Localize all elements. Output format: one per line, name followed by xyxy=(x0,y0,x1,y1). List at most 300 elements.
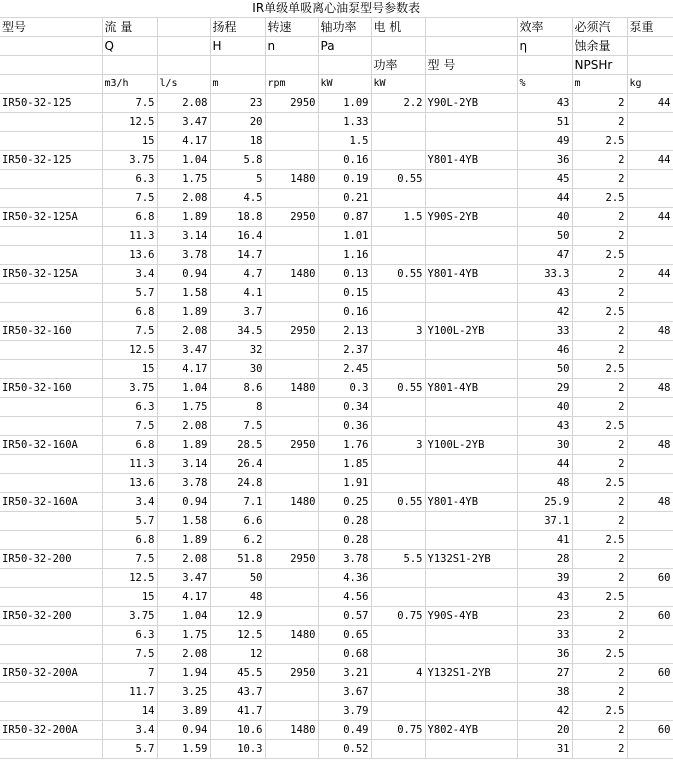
data-cell[interactable]: 41 xyxy=(517,531,572,550)
data-cell[interactable]: 23 xyxy=(210,94,265,113)
data-cell[interactable]: 4.36 xyxy=(318,569,371,588)
motor-model-cell[interactable] xyxy=(425,132,517,151)
data-cell[interactable]: 3 xyxy=(371,322,425,341)
header-cell[interactable] xyxy=(318,56,371,75)
model-cell[interactable] xyxy=(0,512,102,531)
data-cell[interactable]: 2.45 xyxy=(318,360,371,379)
data-cell[interactable]: 2.08 xyxy=(157,322,210,341)
data-cell[interactable]: 2 xyxy=(572,379,627,398)
data-cell[interactable]: 2.2 xyxy=(371,94,425,113)
data-cell[interactable]: 1.01 xyxy=(318,227,371,246)
data-cell[interactable]: 2.08 xyxy=(157,645,210,664)
data-cell[interactable]: 41.7 xyxy=(210,702,265,721)
data-cell[interactable]: 4.1 xyxy=(210,284,265,303)
model-cell[interactable] xyxy=(0,588,102,607)
data-cell[interactable]: 1.58 xyxy=(157,512,210,531)
data-cell[interactable]: 0.25 xyxy=(318,493,371,512)
header-cell[interactable]: kg xyxy=(627,75,673,94)
data-cell[interactable]: 3.47 xyxy=(157,569,210,588)
data-cell[interactable] xyxy=(265,246,318,265)
header-cell[interactable] xyxy=(265,56,318,75)
data-cell[interactable]: 60 xyxy=(627,664,673,683)
data-cell[interactable]: 0.57 xyxy=(318,607,371,626)
data-cell[interactable]: 18.8 xyxy=(210,208,265,227)
data-cell[interactable]: 15 xyxy=(102,132,157,151)
data-cell[interactable]: 2 xyxy=(572,208,627,227)
header-cell[interactable] xyxy=(425,37,517,56)
data-cell[interactable]: 48 xyxy=(627,379,673,398)
data-cell[interactable]: 2 xyxy=(572,683,627,702)
data-cell[interactable]: 2 xyxy=(572,170,627,189)
data-cell[interactable]: 1.04 xyxy=(157,607,210,626)
data-cell[interactable]: 3.7 xyxy=(210,303,265,322)
header-cell[interactable]: 电 机 xyxy=(371,18,425,37)
data-cell[interactable]: 12.5 xyxy=(102,113,157,132)
data-cell[interactable]: 44 xyxy=(627,208,673,227)
data-cell[interactable] xyxy=(265,151,318,170)
data-cell[interactable]: 0.52 xyxy=(318,740,371,759)
data-cell[interactable]: 36 xyxy=(517,151,572,170)
data-cell[interactable]: 38 xyxy=(517,683,572,702)
data-cell[interactable]: 0.87 xyxy=(318,208,371,227)
header-cell[interactable]: kW xyxy=(371,75,425,94)
model-cell[interactable] xyxy=(0,683,102,702)
data-cell[interactable]: 1.58 xyxy=(157,284,210,303)
data-cell[interactable]: 33 xyxy=(517,322,572,341)
data-cell[interactable]: 2.5 xyxy=(572,645,627,664)
motor-model-cell[interactable] xyxy=(425,398,517,417)
data-cell[interactable]: 5.8 xyxy=(210,151,265,170)
sheet-title[interactable]: IR单级单吸离心油泵型号参数表 xyxy=(0,0,673,18)
data-cell[interactable]: 0.3 xyxy=(318,379,371,398)
data-cell[interactable]: 2 xyxy=(572,227,627,246)
data-cell[interactable]: 42 xyxy=(517,303,572,322)
data-cell[interactable]: 0.75 xyxy=(371,607,425,626)
data-cell[interactable]: 23 xyxy=(517,607,572,626)
model-cell[interactable]: IR50-32-160 xyxy=(0,379,102,398)
motor-model-cell[interactable] xyxy=(425,341,517,360)
header-cell[interactable]: 效率 xyxy=(517,18,572,37)
data-cell[interactable]: 6.3 xyxy=(102,398,157,417)
data-cell[interactable]: 2 xyxy=(572,94,627,113)
data-cell[interactable]: 2 xyxy=(572,322,627,341)
data-cell[interactable] xyxy=(265,417,318,436)
model-cell[interactable]: IR50-32-125A xyxy=(0,265,102,284)
data-cell[interactable]: 1.33 xyxy=(318,113,371,132)
data-cell[interactable]: 12.5 xyxy=(210,626,265,645)
data-cell[interactable]: 5.7 xyxy=(102,740,157,759)
data-cell[interactable]: 1480 xyxy=(265,626,318,645)
header-cell[interactable]: rpm xyxy=(265,75,318,94)
data-cell[interactable]: 1.04 xyxy=(157,379,210,398)
data-cell[interactable] xyxy=(371,113,425,132)
data-cell[interactable]: 2 xyxy=(572,569,627,588)
model-cell[interactable] xyxy=(0,626,102,645)
data-cell[interactable]: 3.67 xyxy=(318,683,371,702)
data-cell[interactable]: 2 xyxy=(572,493,627,512)
data-cell[interactable]: 1.59 xyxy=(157,740,210,759)
data-cell[interactable]: 5 xyxy=(210,170,265,189)
data-cell[interactable]: 14 xyxy=(102,702,157,721)
header-cell[interactable]: 功率 xyxy=(371,56,425,75)
data-cell[interactable]: 45 xyxy=(517,170,572,189)
data-cell[interactable]: 1480 xyxy=(265,493,318,512)
data-cell[interactable]: 2.08 xyxy=(157,550,210,569)
header-cell[interactable]: 蚀余量 xyxy=(572,37,627,56)
data-cell[interactable]: 6.8 xyxy=(102,531,157,550)
data-cell[interactable]: 0.68 xyxy=(318,645,371,664)
data-cell[interactable]: 8 xyxy=(210,398,265,417)
data-cell[interactable] xyxy=(627,246,673,265)
data-cell[interactable] xyxy=(265,740,318,759)
data-cell[interactable]: 0.94 xyxy=(157,721,210,740)
data-cell[interactable]: 0.34 xyxy=(318,398,371,417)
data-cell[interactable]: 43 xyxy=(517,588,572,607)
model-cell[interactable] xyxy=(0,360,102,379)
data-cell[interactable]: 2.08 xyxy=(157,94,210,113)
model-cell[interactable] xyxy=(0,417,102,436)
model-cell[interactable]: IR50-32-200 xyxy=(0,550,102,569)
data-cell[interactable]: 36 xyxy=(517,645,572,664)
data-cell[interactable]: 3.78 xyxy=(157,246,210,265)
motor-model-cell[interactable]: Y90L-2YB xyxy=(425,94,517,113)
header-cell[interactable] xyxy=(157,56,210,75)
data-cell[interactable] xyxy=(627,550,673,569)
motor-model-cell[interactable] xyxy=(425,113,517,132)
data-cell[interactable]: 33 xyxy=(517,626,572,645)
data-cell[interactable] xyxy=(265,284,318,303)
data-cell[interactable]: 1480 xyxy=(265,379,318,398)
motor-model-cell[interactable] xyxy=(425,417,517,436)
data-cell[interactable]: 8.6 xyxy=(210,379,265,398)
motor-model-cell[interactable] xyxy=(425,531,517,550)
header-cell[interactable]: 转速 xyxy=(265,18,318,37)
data-cell[interactable]: 1.76 xyxy=(318,436,371,455)
data-cell[interactable]: 12.5 xyxy=(102,341,157,360)
header-cell[interactable]: Q xyxy=(102,37,157,56)
data-cell[interactable] xyxy=(265,607,318,626)
data-cell[interactable]: 0.28 xyxy=(318,512,371,531)
motor-model-cell[interactable] xyxy=(425,740,517,759)
motor-model-cell[interactable]: Y132S1-2YB xyxy=(425,550,517,569)
header-cell[interactable]: % xyxy=(517,75,572,94)
data-cell[interactable]: 50 xyxy=(517,227,572,246)
header-cell[interactable] xyxy=(627,56,673,75)
data-cell[interactable]: 3.25 xyxy=(157,683,210,702)
data-cell[interactable] xyxy=(371,740,425,759)
data-cell[interactable] xyxy=(627,455,673,474)
header-cell[interactable] xyxy=(517,56,572,75)
data-cell[interactable]: 0.94 xyxy=(157,493,210,512)
header-cell[interactable]: 轴功率 xyxy=(318,18,371,37)
motor-model-cell[interactable]: Y100L-2YB xyxy=(425,436,517,455)
motor-model-cell[interactable] xyxy=(425,303,517,322)
data-cell[interactable]: 2.5 xyxy=(572,417,627,436)
data-cell[interactable]: 4 xyxy=(371,664,425,683)
model-cell[interactable] xyxy=(0,474,102,493)
data-cell[interactable] xyxy=(627,645,673,664)
data-cell[interactable]: 14.7 xyxy=(210,246,265,265)
data-cell[interactable]: 7.5 xyxy=(210,417,265,436)
data-cell[interactable]: 6.6 xyxy=(210,512,265,531)
data-cell[interactable]: 44 xyxy=(627,151,673,170)
data-cell[interactable]: 2 xyxy=(572,455,627,474)
data-cell[interactable] xyxy=(265,683,318,702)
data-cell[interactable]: 4.7 xyxy=(210,265,265,284)
data-cell[interactable] xyxy=(371,626,425,645)
data-cell[interactable]: 1.91 xyxy=(318,474,371,493)
data-cell[interactable]: 40 xyxy=(517,398,572,417)
data-cell[interactable] xyxy=(627,626,673,645)
header-cell[interactable]: m3/h xyxy=(102,75,157,94)
motor-model-cell[interactable] xyxy=(425,246,517,265)
header-cell[interactable] xyxy=(210,56,265,75)
model-cell[interactable]: IR50-32-125 xyxy=(0,151,102,170)
data-cell[interactable]: 1.94 xyxy=(157,664,210,683)
data-cell[interactable]: 0.55 xyxy=(371,170,425,189)
data-cell[interactable]: 13.6 xyxy=(102,474,157,493)
data-cell[interactable]: 2950 xyxy=(265,208,318,227)
data-cell[interactable]: 43 xyxy=(517,417,572,436)
model-cell[interactable] xyxy=(0,341,102,360)
data-cell[interactable] xyxy=(371,588,425,607)
data-cell[interactable]: 1.89 xyxy=(157,303,210,322)
data-cell[interactable]: 4.17 xyxy=(157,360,210,379)
data-cell[interactable]: 0.15 xyxy=(318,284,371,303)
data-cell[interactable] xyxy=(265,474,318,493)
data-cell[interactable] xyxy=(265,569,318,588)
data-cell[interactable]: 43 xyxy=(517,284,572,303)
data-cell[interactable]: 2.37 xyxy=(318,341,371,360)
header-cell[interactable]: 型号 xyxy=(0,18,102,37)
data-cell[interactable]: 48 xyxy=(517,474,572,493)
data-cell[interactable]: 0.65 xyxy=(318,626,371,645)
data-cell[interactable]: 3.79 xyxy=(318,702,371,721)
data-cell[interactable]: 2 xyxy=(572,113,627,132)
data-cell[interactable]: 48 xyxy=(210,588,265,607)
data-cell[interactable]: 0.13 xyxy=(318,265,371,284)
data-cell[interactable]: 60 xyxy=(627,607,673,626)
data-cell[interactable]: 3.78 xyxy=(318,550,371,569)
data-cell[interactable] xyxy=(627,417,673,436)
data-cell[interactable] xyxy=(265,341,318,360)
data-cell[interactable]: 50 xyxy=(517,360,572,379)
data-cell[interactable] xyxy=(265,645,318,664)
data-cell[interactable]: 6.2 xyxy=(210,531,265,550)
data-cell[interactable]: 7.5 xyxy=(102,417,157,436)
data-cell[interactable]: 1.04 xyxy=(157,151,210,170)
model-cell[interactable] xyxy=(0,170,102,189)
motor-model-cell[interactable]: Y801-4YB xyxy=(425,379,517,398)
data-cell[interactable] xyxy=(627,303,673,322)
data-cell[interactable]: 49 xyxy=(517,132,572,151)
data-cell[interactable]: 2 xyxy=(572,721,627,740)
data-cell[interactable] xyxy=(627,284,673,303)
header-cell[interactable]: 扬程 xyxy=(210,18,265,37)
motor-model-cell[interactable]: Y801-4YB xyxy=(425,265,517,284)
data-cell[interactable]: 3.4 xyxy=(102,721,157,740)
data-cell[interactable]: 4.56 xyxy=(318,588,371,607)
model-cell[interactable]: IR50-32-200A xyxy=(0,664,102,683)
data-cell[interactable] xyxy=(627,132,673,151)
header-cell[interactable]: NPSHr xyxy=(572,56,627,75)
data-cell[interactable]: 25.9 xyxy=(517,493,572,512)
data-cell[interactable]: 4.17 xyxy=(157,132,210,151)
data-cell[interactable]: 1.75 xyxy=(157,170,210,189)
data-cell[interactable] xyxy=(627,683,673,702)
data-cell[interactable]: 3.78 xyxy=(157,474,210,493)
data-cell[interactable]: 1.89 xyxy=(157,436,210,455)
data-cell[interactable]: 7.5 xyxy=(102,550,157,569)
data-cell[interactable]: 2.5 xyxy=(572,246,627,265)
data-cell[interactable] xyxy=(371,246,425,265)
data-cell[interactable]: 43.7 xyxy=(210,683,265,702)
header-cell[interactable]: η xyxy=(517,37,572,56)
data-cell[interactable]: 10.3 xyxy=(210,740,265,759)
data-cell[interactable] xyxy=(265,588,318,607)
motor-model-cell[interactable] xyxy=(425,569,517,588)
motor-model-cell[interactable]: Y801-4YB xyxy=(425,493,517,512)
data-cell[interactable]: 2 xyxy=(572,740,627,759)
data-cell[interactable] xyxy=(265,303,318,322)
data-cell[interactable]: 2.13 xyxy=(318,322,371,341)
data-cell[interactable]: 1.09 xyxy=(318,94,371,113)
data-cell[interactable] xyxy=(265,512,318,531)
data-cell[interactable] xyxy=(627,588,673,607)
data-cell[interactable]: 0.19 xyxy=(318,170,371,189)
motor-model-cell[interactable] xyxy=(425,189,517,208)
header-cell[interactable]: m xyxy=(210,75,265,94)
data-cell[interactable]: 0.16 xyxy=(318,151,371,170)
data-cell[interactable] xyxy=(371,189,425,208)
data-cell[interactable]: 0.55 xyxy=(371,379,425,398)
model-cell[interactable] xyxy=(0,246,102,265)
data-cell[interactable]: 3.75 xyxy=(102,151,157,170)
model-cell[interactable] xyxy=(0,740,102,759)
data-cell[interactable]: 2.08 xyxy=(157,417,210,436)
data-cell[interactable]: 2950 xyxy=(265,550,318,569)
data-cell[interactable] xyxy=(371,341,425,360)
data-cell[interactable]: 5.7 xyxy=(102,512,157,531)
header-cell[interactable]: H xyxy=(210,37,265,56)
data-cell[interactable]: 28 xyxy=(517,550,572,569)
data-cell[interactable]: 12.9 xyxy=(210,607,265,626)
motor-model-cell[interactable]: Y100L-2YB xyxy=(425,322,517,341)
data-cell[interactable]: 15 xyxy=(102,360,157,379)
data-cell[interactable] xyxy=(627,170,673,189)
data-cell[interactable]: 43 xyxy=(517,94,572,113)
data-cell[interactable]: 18 xyxy=(210,132,265,151)
data-cell[interactable]: 1480 xyxy=(265,170,318,189)
data-cell[interactable]: 5.5 xyxy=(371,550,425,569)
data-cell[interactable]: 6.8 xyxy=(102,436,157,455)
motor-model-cell[interactable] xyxy=(425,360,517,379)
data-cell[interactable] xyxy=(627,512,673,531)
data-cell[interactable] xyxy=(265,113,318,132)
data-cell[interactable]: 2 xyxy=(572,284,627,303)
data-cell[interactable]: 1.5 xyxy=(318,132,371,151)
data-cell[interactable]: 3.14 xyxy=(157,455,210,474)
motor-model-cell[interactable] xyxy=(425,284,517,303)
header-cell[interactable] xyxy=(157,18,210,37)
data-cell[interactable]: 11.3 xyxy=(102,455,157,474)
model-cell[interactable] xyxy=(0,569,102,588)
header-cell[interactable]: kW xyxy=(318,75,371,94)
data-cell[interactable]: 2950 xyxy=(265,664,318,683)
motor-model-cell[interactable] xyxy=(425,626,517,645)
data-cell[interactable]: 48 xyxy=(627,493,673,512)
motor-model-cell[interactable]: Y90S-2YB xyxy=(425,208,517,227)
header-cell[interactable] xyxy=(425,18,517,37)
data-cell[interactable]: 2950 xyxy=(265,436,318,455)
header-cell[interactable] xyxy=(157,37,210,56)
data-cell[interactable] xyxy=(371,512,425,531)
data-cell[interactable] xyxy=(371,474,425,493)
data-cell[interactable]: 1.89 xyxy=(157,208,210,227)
data-cell[interactable]: 47 xyxy=(517,246,572,265)
data-cell[interactable]: 7.5 xyxy=(102,645,157,664)
data-cell[interactable]: 3.4 xyxy=(102,493,157,512)
model-cell[interactable] xyxy=(0,189,102,208)
data-cell[interactable]: 0.94 xyxy=(157,265,210,284)
data-cell[interactable] xyxy=(627,360,673,379)
data-cell[interactable]: 24.8 xyxy=(210,474,265,493)
data-cell[interactable]: 34.5 xyxy=(210,322,265,341)
data-cell[interactable]: 1480 xyxy=(265,721,318,740)
data-cell[interactable]: 30 xyxy=(517,436,572,455)
data-cell[interactable]: 2.5 xyxy=(572,531,627,550)
data-cell[interactable] xyxy=(371,303,425,322)
data-cell[interactable]: 3.47 xyxy=(157,113,210,132)
data-cell[interactable]: 6.3 xyxy=(102,626,157,645)
data-cell[interactable] xyxy=(371,227,425,246)
model-cell[interactable]: IR50-32-200 xyxy=(0,607,102,626)
data-cell[interactable]: 2.08 xyxy=(157,189,210,208)
data-cell[interactable]: 3.4 xyxy=(102,265,157,284)
data-cell[interactable]: 1.75 xyxy=(157,626,210,645)
header-cell[interactable]: Pa xyxy=(318,37,371,56)
data-cell[interactable]: 32 xyxy=(210,341,265,360)
data-cell[interactable] xyxy=(371,569,425,588)
data-cell[interactable]: 29 xyxy=(517,379,572,398)
data-cell[interactable] xyxy=(627,189,673,208)
data-cell[interactable]: 2.5 xyxy=(572,588,627,607)
data-cell[interactable] xyxy=(265,227,318,246)
model-cell[interactable] xyxy=(0,303,102,322)
data-cell[interactable] xyxy=(627,474,673,493)
data-cell[interactable]: 4.5 xyxy=(210,189,265,208)
data-cell[interactable] xyxy=(265,132,318,151)
data-cell[interactable] xyxy=(371,702,425,721)
data-cell[interactable] xyxy=(265,702,318,721)
model-cell[interactable] xyxy=(0,132,102,151)
data-cell[interactable]: 3.14 xyxy=(157,227,210,246)
motor-model-cell[interactable] xyxy=(425,588,517,607)
data-cell[interactable]: 1.16 xyxy=(318,246,371,265)
data-cell[interactable]: 3.75 xyxy=(102,607,157,626)
data-cell[interactable]: 20 xyxy=(210,113,265,132)
data-cell[interactable] xyxy=(371,455,425,474)
data-cell[interactable]: 51 xyxy=(517,113,572,132)
data-cell[interactable]: 3.75 xyxy=(102,379,157,398)
header-cell[interactable]: n xyxy=(265,37,318,56)
model-cell[interactable]: IR50-32-200A xyxy=(0,721,102,740)
data-cell[interactable] xyxy=(371,284,425,303)
data-cell[interactable]: 1480 xyxy=(265,265,318,284)
header-cell[interactable] xyxy=(627,37,673,56)
data-cell[interactable]: 10.6 xyxy=(210,721,265,740)
data-cell[interactable]: 0.55 xyxy=(371,493,425,512)
